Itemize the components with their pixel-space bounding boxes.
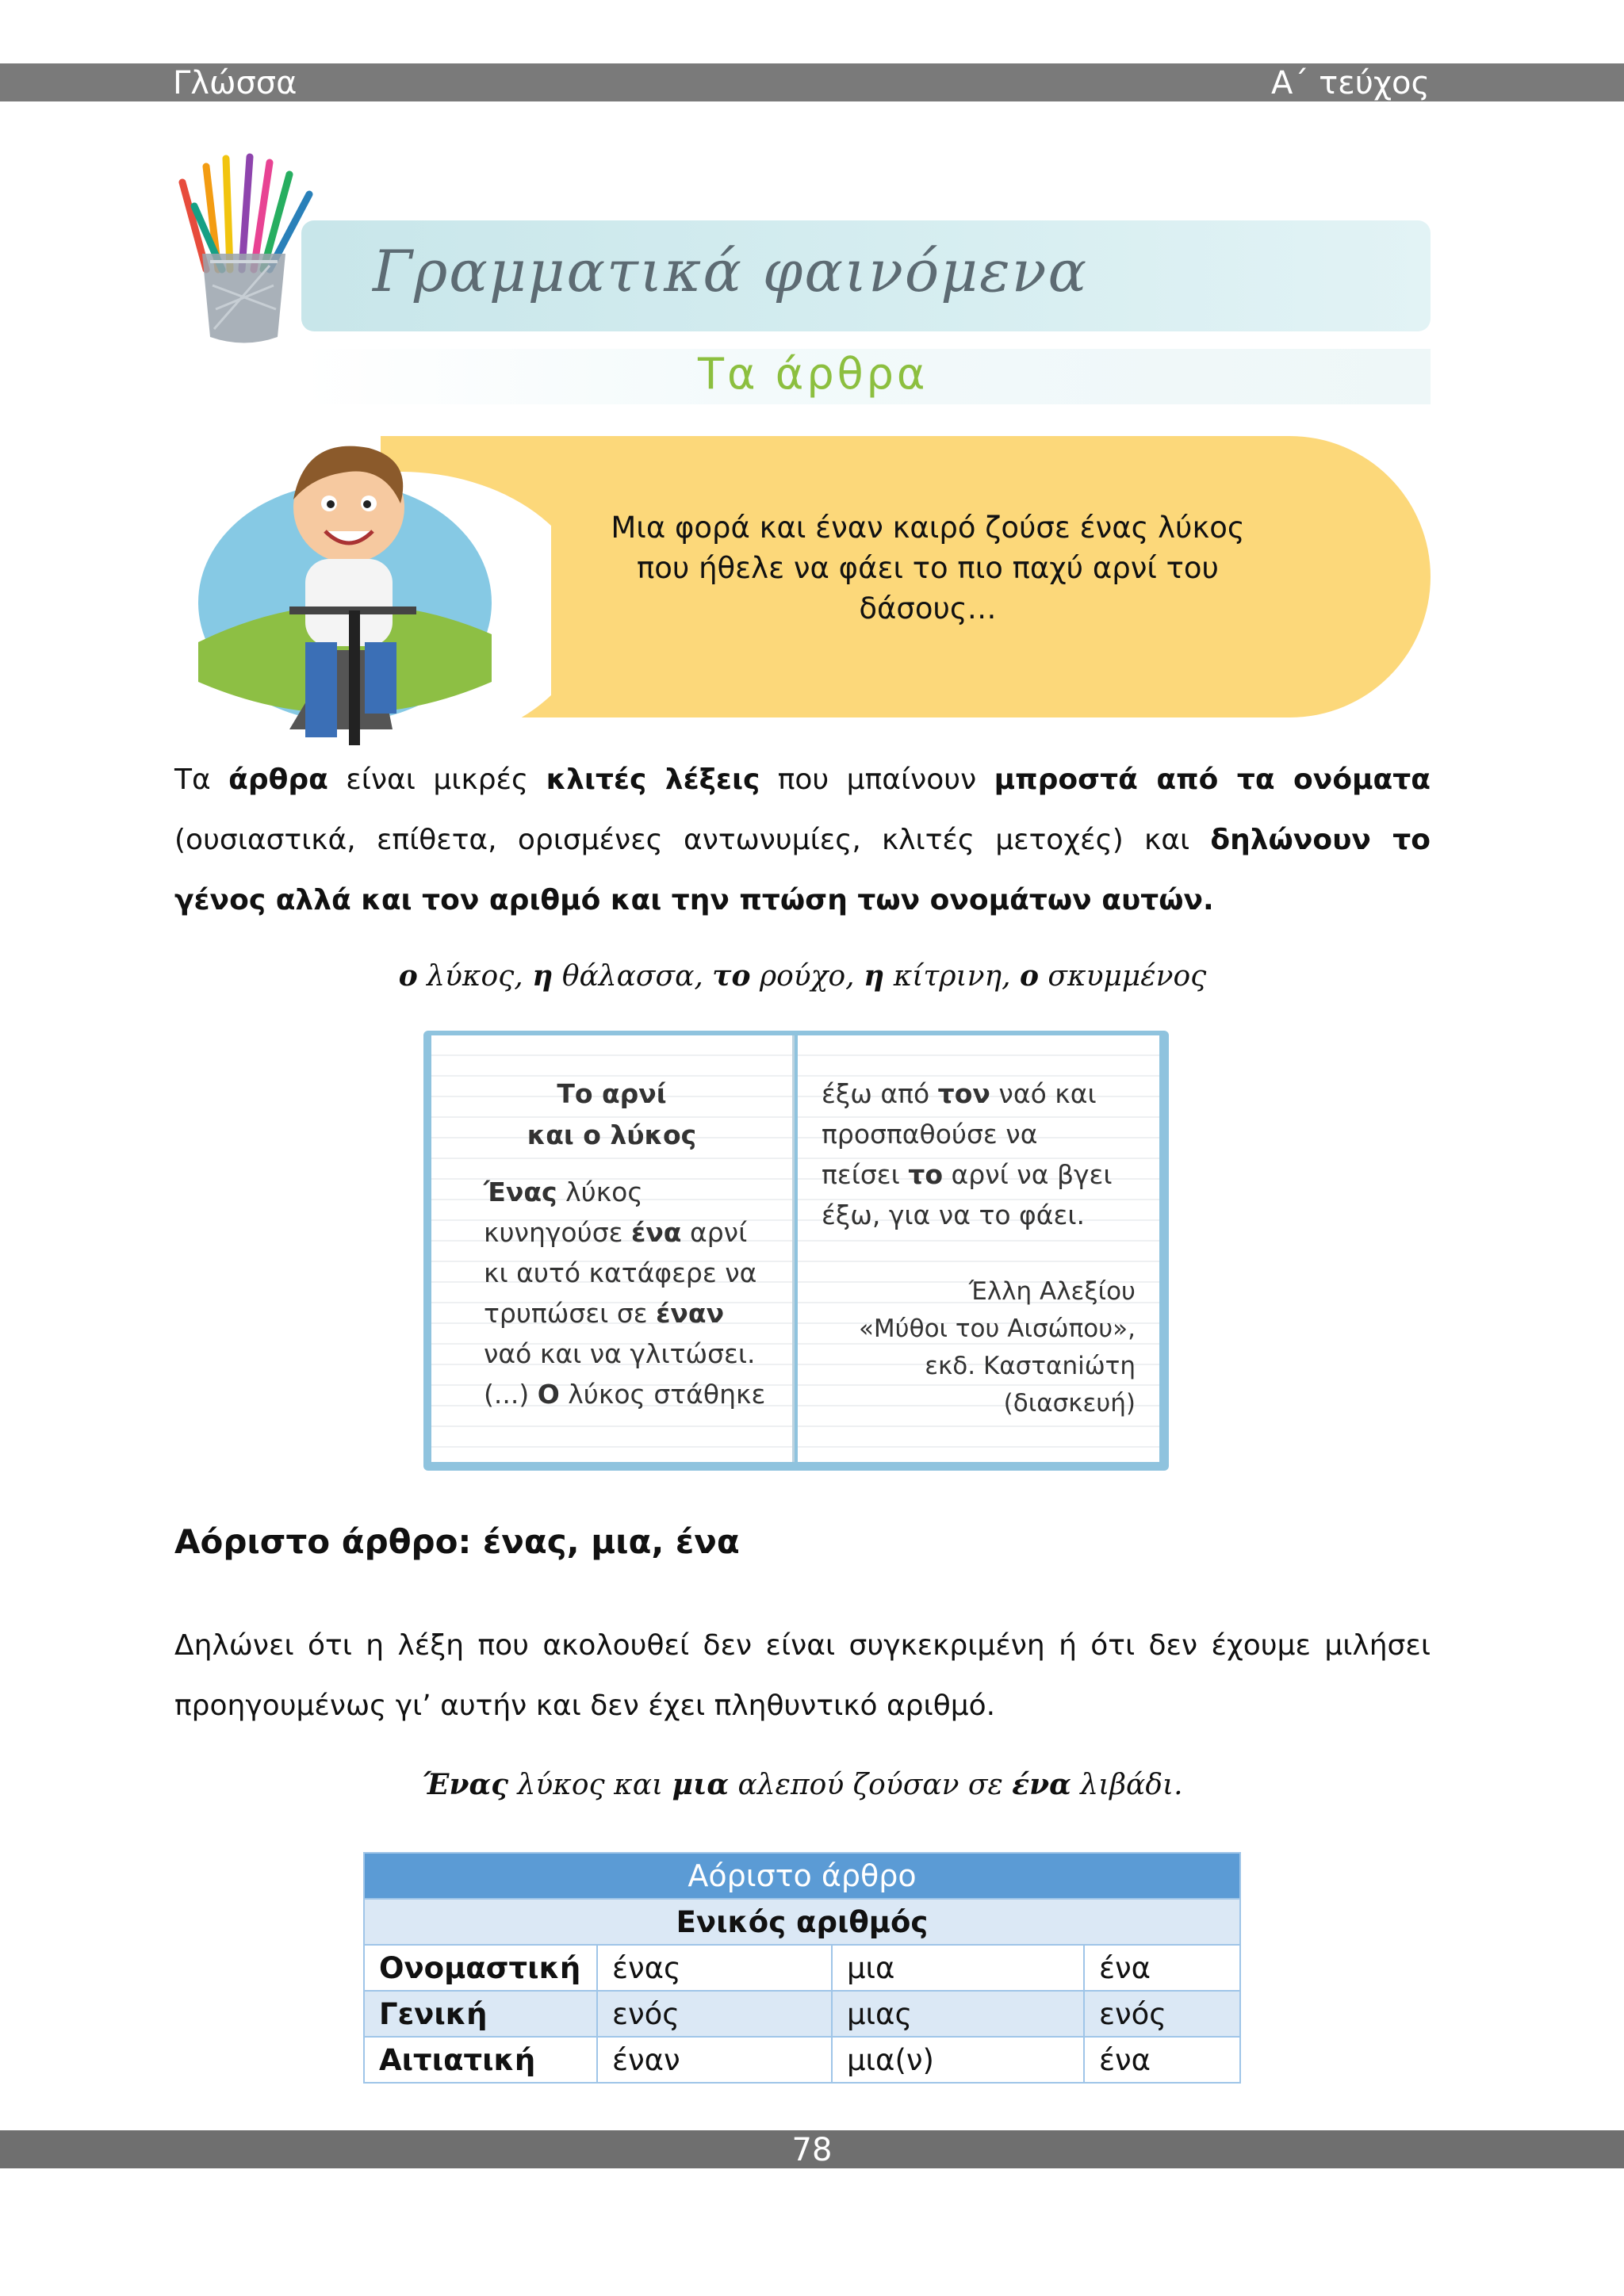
book-title [431,1073,792,1156]
feminine-cell: μια(ν) [832,2037,1084,2083]
credit-line: (διασκευή) [1003,1389,1136,1418]
book-line: έξω, για να το φάει. [822,1200,1086,1230]
text: Τα [174,763,229,796]
intro-paragraph [174,750,1431,931]
neuter-cell: ένα [1084,2037,1240,2083]
section-paragraph [174,1616,1431,1736]
header-subject: Γλώσσα [173,65,297,101]
page-number: 78 [791,2132,833,2168]
bold-text: μπροστά από τα ονόματα [994,763,1431,796]
text: σκυμμένος [1038,960,1207,993]
masculine-cell: έναν [597,2037,832,2083]
feminine-cell: μια [832,1945,1084,1991]
bold-text: δηλώνουν το γένος αλλά και τον αριθμό και την πτώση των ονομάτων αυτών. [174,824,1431,916]
book-right-page [798,1035,1159,1462]
header-volume: Α΄ τεύχος [1271,65,1430,101]
text: λύκος και [508,1769,672,1801]
article: ο [1019,959,1039,993]
credit-line: εκδ. Κασταniώτη [925,1352,1136,1380]
book-credit [859,1273,1136,1422]
bold-text: άρθρα [228,763,328,796]
article: ο [398,959,418,993]
table-row [364,2037,1240,2083]
text: λιβάδι. [1071,1769,1183,1801]
table-title: Αόριστο άρθρο [364,1853,1240,1899]
masculine-cell: ένας [597,1945,832,1991]
article: το [712,959,751,993]
story-line: δάσους… [859,591,997,626]
book-line: τρυπώσει σε έναν [484,1298,725,1329]
page-subtitle: Τα άρθρα [698,349,929,399]
credit-line: «Μύθοι του Αισώπου», [858,1314,1136,1343]
article: η [864,959,885,993]
table-row [364,1991,1240,2037]
book-left-page [431,1035,795,1462]
book-line: ναό και να γλιτώσει. [484,1338,756,1369]
bold-text: κλιτές λέξεις [546,763,760,796]
paragraph-line: προηγουμένως γι’ αυτήν και δεν έχει πληθυντικό αριθμό. [174,1689,996,1722]
example-articles [174,959,1431,993]
text: θάλασσα, [553,960,713,993]
text: λύκος, [417,960,533,993]
footer-bar [0,2130,1624,2168]
case-cell: Αιτιατική [364,2037,597,2083]
book-line: κι αυτό κατάφερε να [484,1257,757,1288]
book-line: κυνηγούσε ένα αρνί [484,1217,748,1248]
case-cell: Γενική [364,1991,597,2037]
header-bar [0,63,1624,101]
book-line: έξω από τον ναό και [822,1078,1097,1109]
case-cell: Ονομαστική [364,1945,597,1991]
paragraph-line: Δηλώνει ότι η λέξη που ακολουθεί δεν είναι συγκεκριμένη ή ότι δεν έχουμε μιλήσει [174,1629,1431,1662]
book-right-text [822,1073,1113,1235]
text: κίτρινη, [884,960,1020,993]
book-title-line: και ο λύκος [527,1119,697,1150]
boy-on-bike-illustration [186,412,551,761]
article: η [532,959,553,993]
book-line: (...) Ο λύκος στάθηκε [484,1379,766,1410]
table-subtitle: Ενικός αριθμός [364,1899,1240,1945]
story-line: Μια φορά και έναν καιρό ζούσε ένας λύκος [611,511,1245,545]
text: (ουσιαστικά, επίθετα, ορισμένες αντωνυμίες, κλιτές μετοχές) και [174,824,1211,856]
text: είναι μικρές [327,763,546,796]
masculine-cell: ενός [597,1991,832,2037]
section-heading: Αόριστο άρθρο: ένας, μια, ένα [174,1522,740,1561]
story-text [603,507,1253,629]
book-left-text [484,1172,765,1414]
table-row [364,1945,1240,1991]
neuter-cell: ένα [1084,1945,1240,1991]
neuter-cell: ενός [1084,1991,1240,2037]
indefinite-article-table [363,1852,1241,2084]
article: Ένας [422,1768,509,1801]
book-line: Ένας λύκος [484,1177,643,1207]
text: που μπαίνουν [760,763,994,796]
text: αλεπού ζούσαν σε [729,1769,1013,1801]
book-line: προσπαθούσε να [822,1119,1038,1150]
credit-line: Έλλη Αλεξίου [968,1277,1136,1306]
book-line: πείσει το αρνί να βγει [822,1159,1113,1190]
article: μια [672,1768,730,1801]
article: ένα [1012,1768,1071,1801]
example-indefinite [174,1768,1431,1801]
open-book-illustration [423,1031,1169,1471]
book-title-line: Το αρνί [557,1078,667,1109]
page-title: Γραμματικά φαινόμενα [373,238,1089,304]
story-line: που ήθελε να φάει το πιο παχύ αρνί του [637,551,1219,585]
feminine-cell: μιας [832,1991,1084,2037]
text: ρούχο, [750,960,864,993]
